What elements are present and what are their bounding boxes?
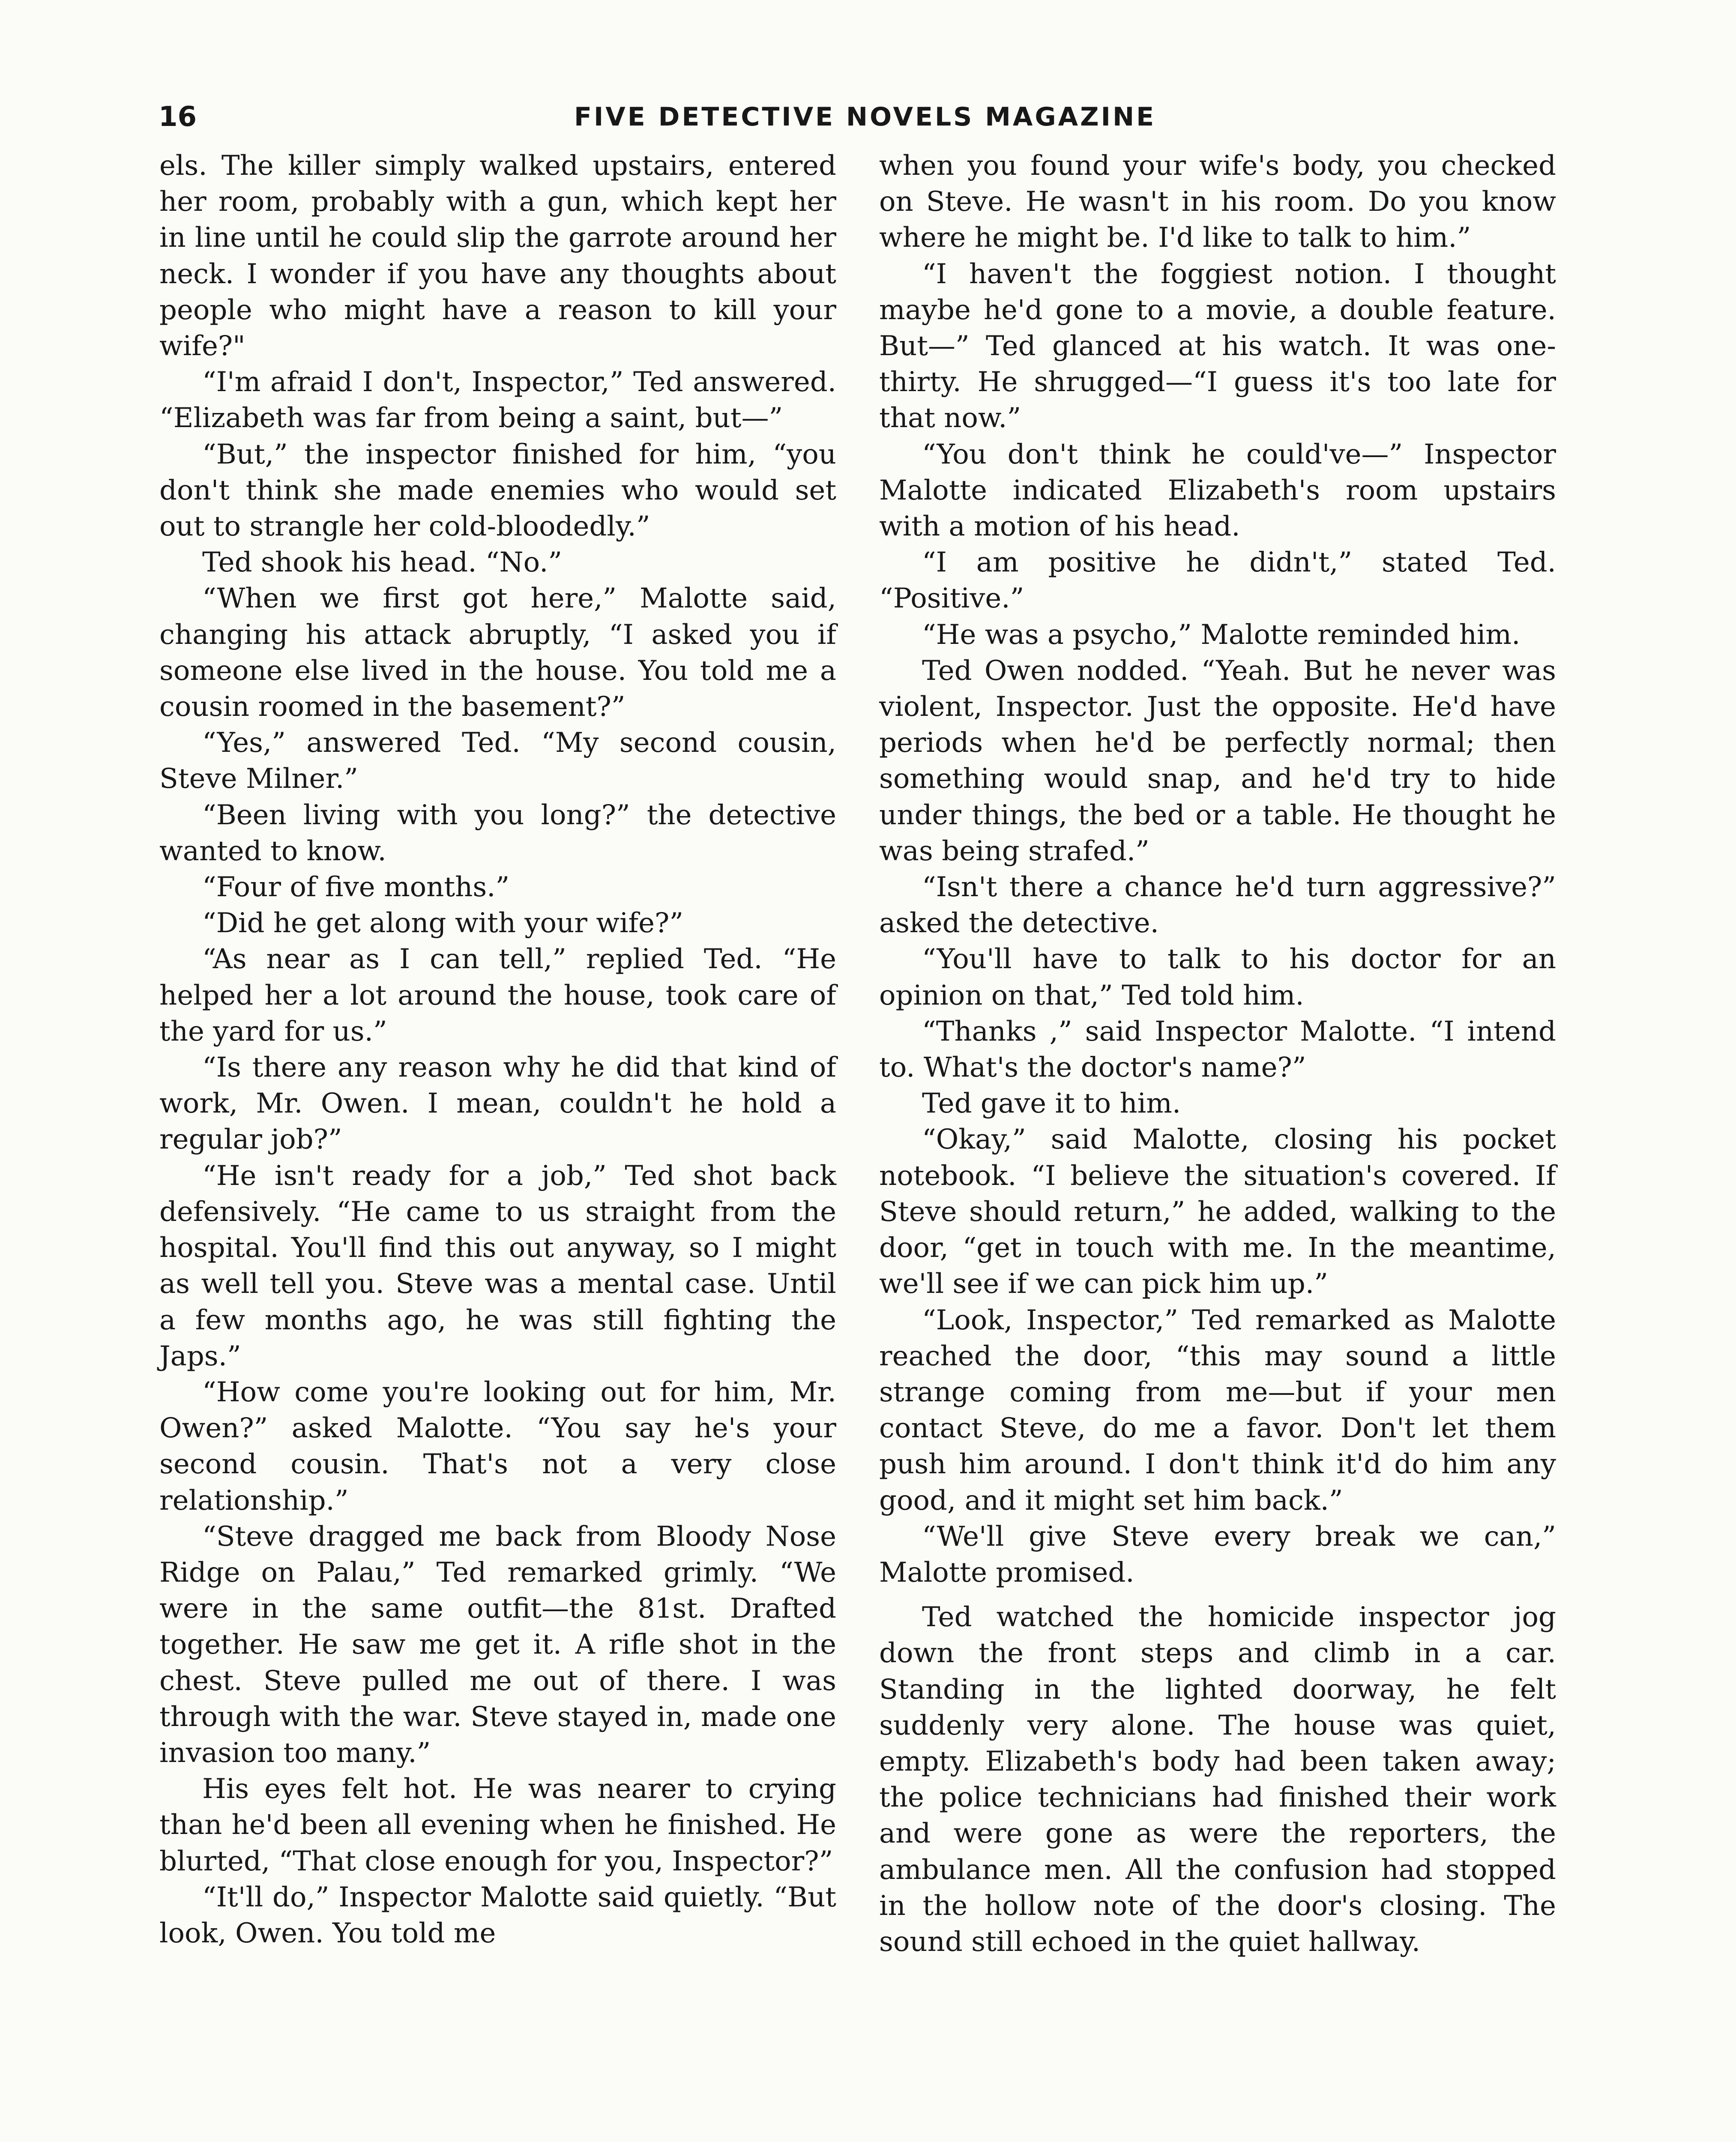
paragraph: Ted Owen nodded. “Yeah. But he never was violent, Inspector. Just the opposite. He'd have periods when he'd be perfectly normal; then something would snap, and he'd try to hide under things, the bed or a table. He thought he was being strafed.”: [879, 655, 1556, 867]
paragraph: “I haven't the foggiest notion. I thought maybe he'd gone to a movie, a double feature. But—” Ted glanced at his watch. It was one-thirty. He shrugged—“I guess it's too late for that now.”: [879, 258, 1556, 434]
paragraph: “You'll have to talk to his doctor for an opinion on that,” Ted told him.: [879, 943, 1556, 1011]
paragraph: els. The killer simply walked upstairs, entered her room, probably with a gun, which kept her in line until he could slip the garrote around her neck. I wonder if you have any thoughts about people who might have a reason to kill your wife?": [159, 150, 836, 362]
paragraph: “He isn't ready for a job,” Ted shot back defensively. “He came to us straight from the hospital. You'll find this out anyway, so I might as well tell you. Steve was a mental case. Until a few months ago, he was still fighting the Japs.”: [159, 1160, 836, 1372]
paragraph: “Isn't there a chance he'd turn aggressive?” asked the detective.: [879, 871, 1556, 939]
paragraph: “But,” the inspector finished for him, “you don't think she made enemies who would set out to strangle her cold-bloodedly.”: [159, 438, 836, 543]
paragraph: “I am positive he didn't,” stated Ted. “Positive.”: [879, 547, 1556, 615]
paragraph: Ted gave it to him.: [922, 1088, 1181, 1120]
paragraph: “You don't think he could've—” Inspector Malotte indicated Elizabeth's room upstairs with a motion of his head.: [879, 438, 1556, 543]
paragraph: “It'll do,” Inspector Malotte said quietly. “But look, Owen. You told me: [159, 1881, 836, 1949]
paragraph: “Thanks ,” said Inspector Malotte. “I intend to. What's the doctor's name?”: [879, 1015, 1556, 1084]
paragraph: “He was a psycho,” Malotte reminded him.: [922, 619, 1520, 651]
paragraph: “Been living with you long?” the detective wanted to know.: [159, 799, 836, 867]
paragraph: “As near as I can tell,” replied Ted. “He helped her a lot around the house, took care of the yard for us.”: [159, 943, 836, 1047]
paragraph: “Steve dragged me back from Bloody Nose Ridge on Palau,” Ted remarked grimly. “We were in the same outfit—the 81st. Drafted together. He saw me get it. A rifle shot in the chest. Steve pulled me out of there. I was through with the war. Steve stayed in, made one invasion too many.”: [159, 1520, 836, 1769]
paragraph: His eyes felt hot. He was nearer to crying than he'd been all evening when he finished. He blurted, “That close enough for you, Inspector?”: [159, 1773, 836, 1877]
paragraph: Ted shook his head. “No.”: [202, 547, 563, 579]
running-title: FIVE DETECTIVE NOVELS MAGAZINE: [574, 102, 1156, 132]
right-column: [879, 148, 1556, 1960]
page-header: [159, 96, 1564, 138]
paragraph: “Did he get along with your wife?”: [202, 907, 684, 939]
left-column: [159, 148, 836, 1951]
paragraph: “How come you're looking out for him, Mr. Owen?” asked Malotte. “You say he's your second cousin. That's not a very close relationship.”: [159, 1376, 836, 1517]
paragraph: Ted watched the homicide inspector jog down the front steps and climb in a car. Standing in the lighted doorway, he felt suddenly very alone. The house was quiet, empty. Elizabeth's body had been taken away; the police technicians had finished their work and were gone as were the reporters, the ambulance men. All the confusion had stopped in the hollow note of the door's closing. The sound still echoed in the quiet hallway.: [879, 1601, 1556, 1958]
paragraph: “Okay,” said Malotte, closing his pocket notebook. “I believe the situation's covered. If Steve should return,” he added, walking to the door, “get in touch with me. In the meantime, we'll see if we can pick him up.”: [879, 1124, 1556, 1300]
paragraph: “I'm afraid I don't, Inspector,” Ted answered. “Elizabeth was far from being a saint, but—”: [159, 366, 836, 434]
paragraph: “When we first got here,” Malotte said, changing his attack abruptly, “I asked you if someone else lived in the house. You told me a cousin roomed in the basement?”: [159, 583, 836, 723]
paragraph: “Look, Inspector,” Ted remarked as Malotte reached the door, “this may sound a little strange coming from me—but if your men contact Steve, do me a favor. Don't let them push him around. I don't think it'd do him any good, and it might set him back.”: [879, 1304, 1556, 1517]
paragraph: “Four of five months.”: [202, 871, 510, 903]
page-number: 16: [159, 101, 197, 133]
paragraph: “Yes,” answered Ted. “My second cousin, Steve Milner.”: [159, 727, 836, 795]
paragraph: when you found your wife's body, you checked on Steve. He wasn't in his room. Do you know where he might be. I'd like to talk to him.”: [879, 150, 1556, 254]
paragraph: “We'll give Steve every break we can,” Malotte promised.: [879, 1520, 1556, 1589]
paragraph: “Is there any reason why he did that kind of work, Mr. Owen. I mean, couldn't he hold a regular job?”: [159, 1052, 836, 1156]
